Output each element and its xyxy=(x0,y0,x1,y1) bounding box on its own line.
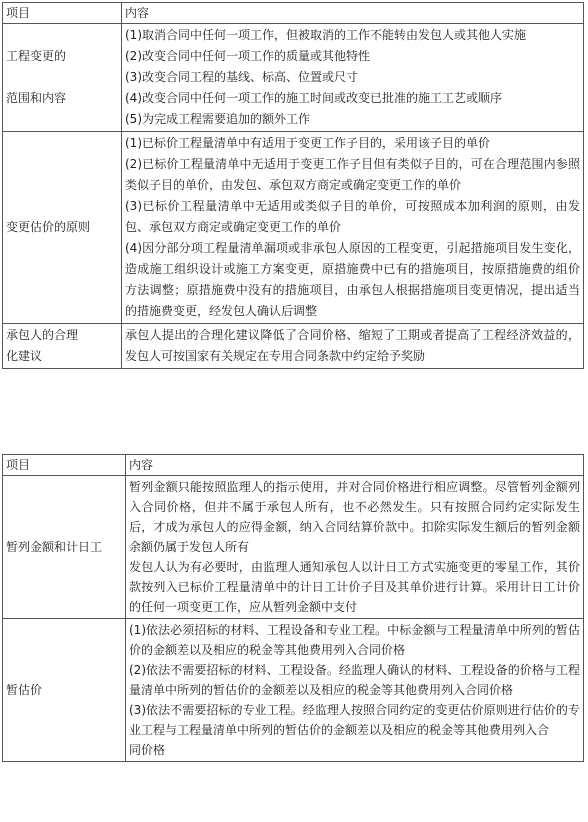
content-line: (3)依法不需要招标的专业工程。经监理人按照合同约定的变更估价原则进行估价的专业工程与工程量清单中所列的暂估价的金额差以及相应的税金等其他费用列入合 xyxy=(129,703,580,737)
header-cell-item: 项目 xyxy=(3,455,126,476)
header-cell-item: 项目 xyxy=(3,3,122,24)
label-line: 工程变更的 xyxy=(6,49,67,63)
row-label-provisional-price xyxy=(3,619,126,762)
table-row xyxy=(3,132,584,324)
content-line: (4)因分部分项工程量清单漏项或非承包人原因的工程变更，引起措施项目发生变化，造成施工组织设计或施工方案变更，原措施费中已有的措施项目，按原措施费的组价方法调整；原措施费中没有的措施项目，由承包人根据措施项目变更情况，提出适当的措施费变更，经发包人确认后调整 xyxy=(125,241,580,318)
row-label-provisional-sum xyxy=(3,476,126,619)
content-line: (1)已标价工程量清单中有适用于变更工作子目的，采用该子目的单价 xyxy=(125,136,491,150)
content-line: (4)改变合同中任何一项工作的施工时间或改变已批准的施工工艺或顺序 xyxy=(125,91,503,105)
content-line: (2)改变合同中任何一项工作的质量或其他特性 xyxy=(125,49,370,63)
table-row xyxy=(3,324,584,369)
label-line: 暂估价 xyxy=(6,683,43,697)
table-header-row xyxy=(3,3,584,24)
table-header-row xyxy=(3,455,584,476)
table-row xyxy=(3,619,584,762)
content-line: (5)为完成工程需要追加的额外工作 xyxy=(125,112,310,126)
content-line: 承包人提出的合理化建议降低了合同价格、缩短了工期或者提高了工程经济效益的，发包人可按国家有关规定在专用合同条款中约定给予奖励 xyxy=(125,328,580,363)
label-line: 承包人的合理 xyxy=(6,328,79,342)
content-line: (3)已标价工程量清单中无适用或类似子目的单价，可按照成本加利润的原则，由发包、承包双方商定或确定变更工作的单价 xyxy=(125,199,580,234)
provisional-sum-table xyxy=(2,454,584,762)
row-content-provisional-price xyxy=(126,619,584,762)
row-content-change-scope xyxy=(122,24,584,132)
row-content-valuation-principle xyxy=(122,132,584,324)
content-line: (2)依法不需要招标的材料、工程设备。经监理人确认的材料、工程设备的价格与工程量清单中所列的暂估价的金额差以及相应的税金等其他费用列入合同价格 xyxy=(129,663,580,697)
content-line: (2)已标价工程量清单中无适用于变更工作子目但有类似子目的，可在合理范围内参照类似子目的单价，由发包、承包双方商定或确定变更工作的单价 xyxy=(125,157,580,192)
content-line: 同价格 xyxy=(129,743,166,757)
project-change-table xyxy=(2,2,584,369)
content-line: (3)改变合同工程的基线、标高、位置或尺寸 xyxy=(125,70,358,84)
content-line: 发包人认为有必要时，由监理人通知承包人以计日工方式实施变更的零星工作，其价款按列入已标价工程量清单中的计日工计价子目及其单价进行计算。采用计日工计价的任何一项变更工作，应从暂列金额中支付 xyxy=(129,560,580,614)
content-line: (1)取消合同中任何一项工作，但被取消的工作不能转由发包人或其他人实施 xyxy=(125,28,527,42)
table-row xyxy=(3,24,584,132)
row-label-change-scope xyxy=(3,24,122,132)
content-line: (1)依法必须招标的材料、工程设备和专业工程。中标金额与工程量清单中所列的暂估价的金额差以及相应的税金等其他费用列入合同价格 xyxy=(129,623,580,657)
row-label-rationalization xyxy=(3,324,122,369)
header-cell-content: 内容 xyxy=(126,455,584,476)
row-label-valuation-principle xyxy=(3,132,122,324)
label-line: 化建议 xyxy=(6,349,43,363)
content-line: 暂列金额只能按照监理人的指示使用，并对合同价格进行相应调整。尽管暂列金额列入合同价格，但并不属于承包人所有，也不必然发生。只有按照合同约定实际发生后，才成为承包人的应得金额，纳入合同结算价款中。扣除实际发生额后的暂列金额余额仍属于发包人所有 xyxy=(129,480,580,554)
label-line: 暂列金额和计日工 xyxy=(6,540,103,554)
label-line: 变更估价的原则 xyxy=(6,220,91,234)
label-line: 范围和内容 xyxy=(6,91,67,105)
header-cell-content: 内容 xyxy=(122,3,584,24)
row-content-provisional-sum xyxy=(126,476,584,619)
table-row xyxy=(3,476,584,619)
row-content-rationalization xyxy=(122,324,584,369)
